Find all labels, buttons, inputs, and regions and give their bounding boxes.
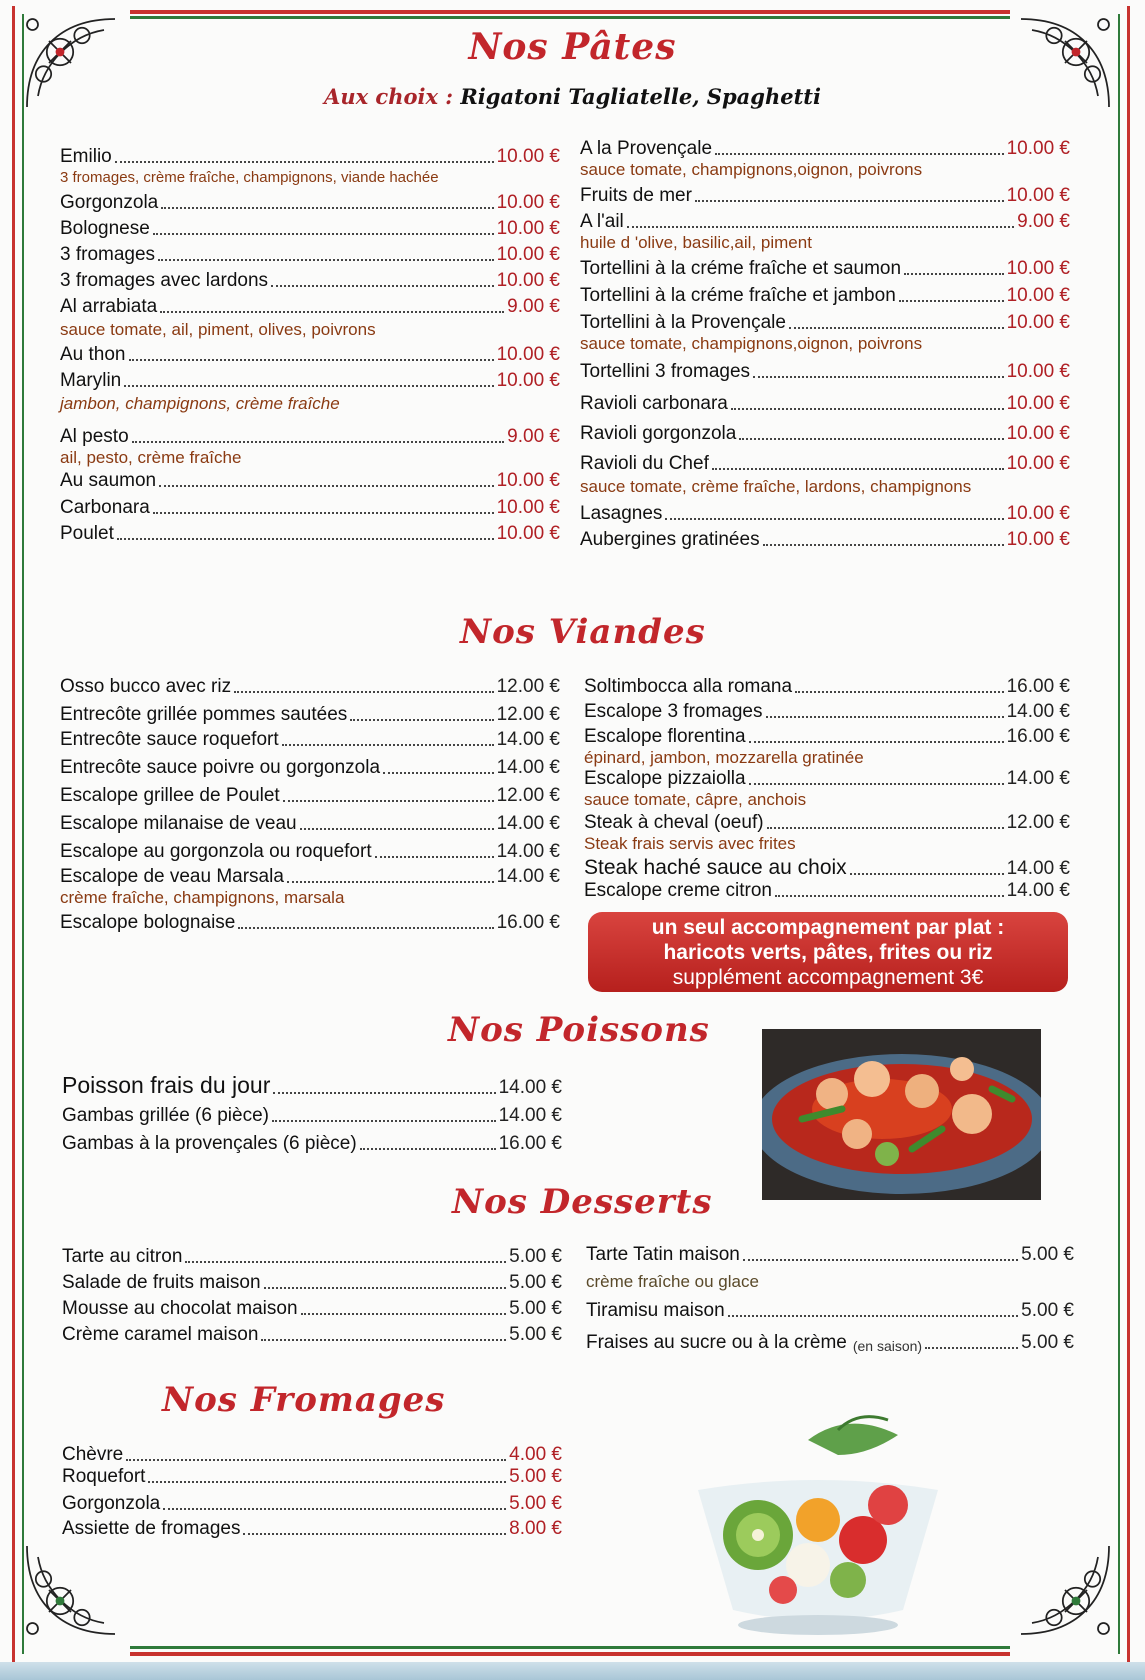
item-name: Roquefort <box>62 1466 146 1487</box>
section-title-fromages: Nos Fromages <box>162 1380 446 1420</box>
item-name: Steak à cheval (oeuf) <box>584 812 764 833</box>
item-note: (en saison) <box>852 1338 923 1354</box>
menu-item <box>60 841 560 863</box>
menu-item <box>60 270 560 292</box>
item-price: 5.00 € <box>509 1493 562 1514</box>
item-name: Escalope bolognaise <box>60 912 236 933</box>
menu-item <box>580 285 1070 307</box>
item-price: 10.00 € <box>496 370 560 391</box>
item-price: 16.00 € <box>498 1133 562 1154</box>
item-name: Salade de fruits maison <box>62 1272 261 1293</box>
item-price: 9.00 € <box>507 296 560 317</box>
item-price: 10.00 € <box>1006 285 1070 306</box>
banner-line-3: supplément accompagnement 3€ <box>672 966 984 989</box>
menu-item <box>580 361 1070 383</box>
item-description: épinard, jambon, mozzarella gratinée <box>584 748 864 767</box>
shrimp-dish-photo <box>762 1029 1041 1200</box>
item-name: Tortellini à la créme fraîche et jambon <box>580 285 896 306</box>
item-name: Tortellini à la Provençale <box>580 312 786 333</box>
menu-item <box>586 1332 1074 1354</box>
menu-item <box>62 1444 562 1466</box>
menu-item <box>580 453 1070 475</box>
top-border-line <box>130 10 1010 14</box>
item-name: Poisson frais du jour <box>62 1072 271 1098</box>
item-name: Gambas à la provençales (6 pièce) <box>62 1133 357 1154</box>
item-name: Tarte Tatin maison <box>586 1244 740 1265</box>
item-name: Assiette de fromages <box>62 1518 241 1539</box>
item-name: 3 fromages avec lardons <box>60 270 269 291</box>
fruit-salad-photo <box>688 1410 948 1640</box>
menu-item <box>60 866 560 888</box>
item-name: Tiramisu maison <box>586 1300 725 1321</box>
ornament-bottom-left-icon <box>16 1535 126 1645</box>
item-price: 5.00 € <box>509 1466 562 1487</box>
item-price: 10.00 € <box>1006 258 1070 279</box>
menu-item <box>62 1324 562 1346</box>
menu-item <box>62 1298 562 1320</box>
item-name: Gambas grillée (6 pièce) <box>62 1105 269 1126</box>
banner-line-1: un seul accompagnement par plat : <box>651 916 1005 939</box>
menu-item <box>580 211 1070 233</box>
menu-item <box>60 729 560 751</box>
item-name: Steak haché sauce au choix <box>584 856 847 879</box>
item-name: Ravioli du Chef <box>580 453 709 474</box>
item-name: Marylin <box>60 370 122 391</box>
item-description: jambon, champignons, crème fraîche <box>60 394 340 413</box>
item-name: Crème caramel maison <box>62 1324 259 1345</box>
menu-item <box>60 192 560 214</box>
item-name: 3 fromages <box>60 244 156 265</box>
item-description: Steak frais servis avec frites <box>584 834 796 853</box>
item-price: 9.00 € <box>507 426 560 447</box>
item-price: 10.00 € <box>496 344 560 365</box>
item-price: 10.00 € <box>1006 423 1070 444</box>
menu-item <box>60 426 560 448</box>
item-price: 14.00 € <box>1006 701 1070 722</box>
fromages-column <box>62 1444 562 1540</box>
pasta-choice-label: Aux choix : <box>324 84 454 109</box>
item-name: Entrecôte sauce roquefort <box>60 729 279 750</box>
item-price: 10.00 € <box>1006 529 1070 550</box>
menu-item <box>60 676 560 698</box>
menu-item <box>580 312 1070 334</box>
item-price: 10.00 € <box>496 523 560 544</box>
item-price: 14.00 € <box>496 729 560 750</box>
item-price: 10.00 € <box>496 470 560 491</box>
item-name: Escalope de veau Marsala <box>60 866 284 887</box>
item-price: 14.00 € <box>496 866 560 887</box>
bottom-border-line <box>130 1652 1010 1656</box>
item-name: Escalope creme citron <box>584 880 772 901</box>
menu-item <box>60 912 560 934</box>
item-price: 10.00 € <box>496 146 560 167</box>
menu-item <box>60 244 560 266</box>
item-name: Al arrabiata <box>60 296 158 317</box>
item-price: 10.00 € <box>496 218 560 239</box>
menu-item <box>584 856 1070 880</box>
item-name: Osso bucco avec riz <box>60 676 232 697</box>
item-name: Gorgonzola <box>62 1493 161 1514</box>
viandes-left-column <box>60 676 560 934</box>
menu-item <box>580 423 1070 445</box>
item-description: 3 fromages, crème fraîche, champignons, viande hachée <box>60 169 439 186</box>
menu-item <box>584 812 1070 834</box>
menu-item <box>60 296 560 318</box>
item-description: sauce tomate, ail, piment, olives, poivrons <box>60 320 376 339</box>
item-name: Escalope 3 fromages <box>584 701 763 722</box>
banner-line-2: haricots verts, pâtes, frites ou riz <box>663 941 993 964</box>
item-name: Carbonara <box>60 497 150 518</box>
menu-item <box>580 258 1070 280</box>
menu-item <box>62 1072 562 1099</box>
item-name: Au thon <box>60 344 126 365</box>
item-name: Lasagnes <box>580 503 663 524</box>
item-name: Au saumon <box>60 470 157 491</box>
menu-item <box>584 768 1070 790</box>
ornament-bottom-right-icon <box>1010 1535 1120 1645</box>
desserts-left-column <box>62 1246 562 1346</box>
item-price: 5.00 € <box>509 1298 562 1319</box>
item-price: 14.00 € <box>496 813 560 834</box>
item-name: Escalope au gorgonzola ou roquefort <box>60 841 372 862</box>
menu-item <box>584 726 1070 748</box>
menu-item <box>60 218 560 240</box>
item-price: 10.00 € <box>1006 453 1070 474</box>
item-description: sauce tomate, champignons,oignon, poivrons <box>580 334 923 353</box>
item-name: A la Provençale <box>580 138 713 159</box>
item-name: Aubergines gratinées <box>580 529 760 550</box>
item-name: Escalope grillee de Poulet <box>60 785 280 806</box>
side-dish-banner <box>588 912 1068 992</box>
menu-item <box>60 757 560 779</box>
item-price: 4.00 € <box>509 1444 562 1465</box>
item-description: huile d 'olive, basilic,ail, piment <box>580 233 812 252</box>
menu-item <box>60 785 560 807</box>
item-price: 16.00 € <box>1006 726 1070 747</box>
item-price: 10.00 € <box>496 270 560 291</box>
item-name: Entrecôte grillée pommes sautées <box>60 704 348 725</box>
item-name: A l'ail <box>580 211 624 232</box>
item-price: 10.00 € <box>1006 138 1070 159</box>
item-name: Poulet <box>60 523 114 544</box>
item-price: 8.00 € <box>509 1518 562 1539</box>
menu-item <box>62 1105 562 1127</box>
menu-item <box>62 1133 562 1155</box>
menu-item <box>580 138 1070 160</box>
item-name: Al pesto <box>60 426 129 447</box>
item-price: 12.00 € <box>496 785 560 806</box>
item-name: Soltimbocca alla romana <box>584 676 793 697</box>
menu-item <box>60 704 560 726</box>
item-price: 10.00 € <box>496 192 560 213</box>
section-title-pates: Nos Pâtes <box>468 26 677 68</box>
item-price: 12.00 € <box>1006 812 1070 833</box>
menu-item <box>60 470 560 492</box>
item-description: sauce tomate, câpre, anchois <box>584 790 807 809</box>
section-title-desserts: Nos Desserts <box>452 1182 713 1222</box>
item-price: 14.00 € <box>498 1077 562 1098</box>
bottom-border-line-green <box>130 1646 1010 1649</box>
menu-item <box>586 1244 1074 1266</box>
item-name: Tortellini à la créme fraîche et saumon <box>580 258 902 279</box>
item-description: ail, pesto, crème fraîche <box>60 448 242 467</box>
item-price: 10.00 € <box>1006 393 1070 414</box>
item-price: 16.00 € <box>496 912 560 933</box>
item-price: 12.00 € <box>496 676 560 697</box>
item-price: 10.00 € <box>1006 503 1070 524</box>
section-title-viandes: Nos Viandes <box>460 612 706 652</box>
item-price: 9.00 € <box>1017 211 1070 232</box>
desserts-right-column <box>586 1244 1074 1354</box>
menu-item <box>60 523 560 545</box>
item-price: 12.00 € <box>496 704 560 725</box>
item-price: 14.00 € <box>496 757 560 778</box>
menu-item <box>584 880 1070 902</box>
item-name: Entrecôte sauce poivre ou gorgonzola <box>60 757 381 778</box>
menu-item <box>62 1493 562 1515</box>
menu-item <box>580 503 1070 525</box>
menu-item <box>62 1518 562 1540</box>
menu-item <box>584 676 1070 698</box>
menu-item <box>62 1246 562 1268</box>
item-price: 5.00 € <box>1021 1300 1074 1321</box>
top-border-line-green <box>130 16 1010 19</box>
item-description: sauce tomate, champignons,oignon, poivrons <box>580 160 923 179</box>
item-name: Escalope florentina <box>584 726 746 747</box>
item-price: 14.00 € <box>496 841 560 862</box>
item-price: 5.00 € <box>1021 1332 1074 1353</box>
pasta-choice-options: Rigatoni Tagliatelle, Spaghetti <box>460 84 821 109</box>
item-price: 14.00 € <box>1006 858 1070 879</box>
menu-item <box>60 344 560 366</box>
item-price: 10.00 € <box>496 497 560 518</box>
item-name: Tarte au citron <box>62 1246 183 1267</box>
pates-left-column <box>60 146 560 545</box>
menu-item <box>62 1272 562 1294</box>
menu-item <box>60 813 560 835</box>
menu-item <box>580 185 1070 207</box>
menu-item <box>580 529 1070 551</box>
item-price: 5.00 € <box>509 1324 562 1345</box>
item-price: 10.00 € <box>1006 361 1070 382</box>
item-description: crème fraîche ou glace <box>586 1272 759 1291</box>
item-price: 5.00 € <box>1021 1244 1074 1265</box>
item-name: Ravioli gorgonzola <box>580 423 737 444</box>
item-name: Fruits de mer <box>580 185 692 206</box>
item-name: Mousse au chocolat maison <box>62 1298 298 1319</box>
menu-item <box>60 497 560 519</box>
menu-item <box>60 370 560 392</box>
item-description: crème fraîche, champignons, marsala <box>60 888 345 907</box>
item-name: Tortellini 3 fromages <box>580 361 751 382</box>
item-name: Gorgonzola <box>60 192 159 213</box>
item-description: sauce tomate, crème fraîche, lardons, champignons <box>580 477 972 496</box>
viandes-right-column <box>584 676 1070 902</box>
item-price: 10.00 € <box>1006 312 1070 333</box>
menu-item <box>580 393 1070 415</box>
item-price: 5.00 € <box>509 1246 562 1267</box>
item-price: 10.00 € <box>1006 185 1070 206</box>
item-name: Emilio <box>60 146 112 167</box>
item-name: Escalope pizzaiolla <box>584 768 746 789</box>
section-title-poissons: Nos Poissons <box>448 1010 710 1050</box>
menu-item <box>586 1300 1074 1322</box>
item-price: 10.00 € <box>496 244 560 265</box>
menu-item <box>584 701 1070 723</box>
menu-item <box>62 1466 562 1488</box>
item-name: Bolognese <box>60 218 150 239</box>
item-name: Escalope milanaise de veau <box>60 813 297 834</box>
menu-item <box>60 146 560 168</box>
item-price: 14.00 € <box>498 1105 562 1126</box>
item-name: Chèvre <box>62 1444 124 1465</box>
item-price: 16.00 € <box>1006 676 1070 697</box>
pates-right-column <box>580 138 1070 551</box>
pasta-choice-line <box>0 84 1145 109</box>
item-price: 5.00 € <box>509 1272 562 1293</box>
bottom-background <box>0 1662 1145 1680</box>
item-name: Ravioli carbonara <box>580 393 728 414</box>
item-price: 14.00 € <box>1006 880 1070 901</box>
item-name: Fraises au sucre ou à la crème <box>586 1332 847 1353</box>
poissons-column <box>62 1072 562 1155</box>
item-price: 14.00 € <box>1006 768 1070 789</box>
